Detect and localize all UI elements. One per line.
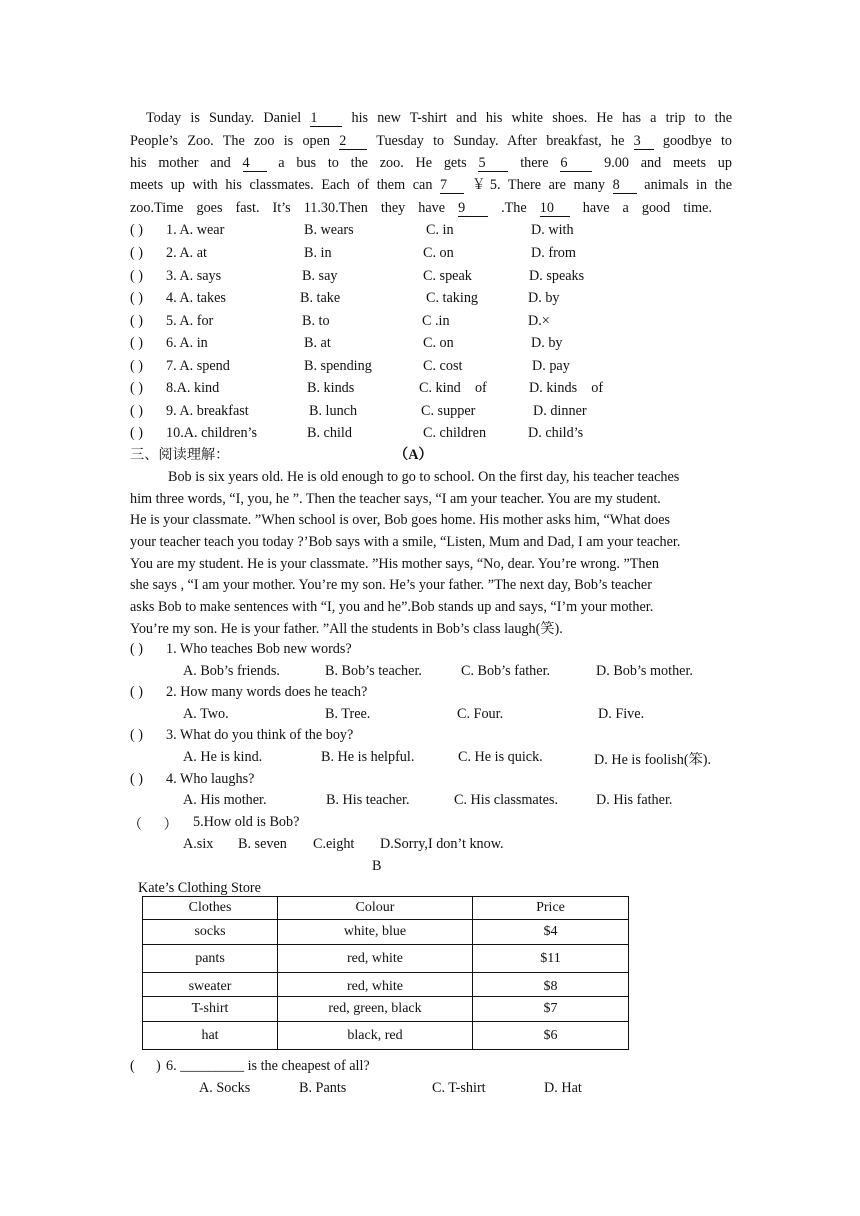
table-row: sweater red, white $8 — [143, 973, 629, 997]
table-row: pants red, white $11 — [143, 945, 629, 973]
store-title: Kate’s Clothing Store — [138, 880, 261, 896]
col-header-colour: Colour — [278, 897, 473, 920]
col-header-price: Price — [473, 897, 629, 920]
blank-8: 8 — [613, 178, 637, 194]
answer-paren[interactable]: ( ) — [130, 727, 143, 743]
answer-paren[interactable]: ( ) — [130, 358, 143, 374]
answer-paren[interactable]: ( ) — [130, 380, 143, 396]
section-title: 三、阅读理解： — [130, 447, 230, 463]
table-header-row — [143, 897, 629, 920]
blank-6: 6 — [560, 156, 592, 172]
part-a-label: （A） — [394, 447, 433, 463]
clothing-table — [142, 896, 629, 1050]
part-b-label: B — [372, 858, 382, 874]
blank-2: 2 — [339, 134, 367, 150]
cloze-line-5: zoo.Time goes fast. It’s 11.30.Then they have 9 .The 10 have a good time. — [130, 200, 713, 216]
answer-paren[interactable]: ( ) — [130, 245, 143, 261]
blank-3: 3 — [634, 134, 654, 150]
table-row: hat black, red $6 — [143, 1022, 629, 1050]
answer-paren[interactable]: ( ) — [130, 684, 143, 700]
blank-1: 1 — [310, 111, 342, 127]
answer-paren[interactable]: ( ) — [130, 290, 143, 306]
blank-10: 10 — [540, 201, 570, 217]
cloze-line-3: his mother and 4 a bus to the zoo. He gets 5 there 6 9.00 and meets up — [130, 155, 732, 171]
answer-paren[interactable]: （ ） — [128, 817, 178, 833]
answer-paren[interactable]: ( ) — [130, 641, 143, 657]
col-header-clothes: Clothes — [143, 897, 278, 920]
worksheet-page: Today is Sunday. Daniel 1 his new T-shirt and his white shoes. He has a trip to the People’s Zoo. The zoo is open 2 Tuesday to Sunday. After breakfast, he 3 goodbye to his mother and 4 a bus to the zoo. He gets 5 there 6 9.00 and meets up meets up with his classmates. Each of them can 7 ￥5. There are many 8 animals in the zoo.Time goes fast. It’s 11.30.Then they have 9 .The 10 have a good time. ( ) 1. A. wear B. wears C. in D. with ( ) 2. A. at B. in C. on D. from ( ) 3. A. says B. say C. speak D. speaks ( ) 4. A. takes B. take C. taking D. by ( ) 5. A. for B. to C .in D.× ( ) 6. A. in B. at C. on D. by ( ) 7. A. spend B. spending C. cost D. pay ( ) 8.A. kind B. kinds C. kind of D. kinds of ( ) 9. A. breakfast B. lunch C. supper D. dinner ( ) 10.A. children’s B. child C. children D. child’s 三、阅读理解： （A） Bob is six years old. He is old enough to go to school. On the first day, his teacher teaches him three words, “I, you, he ”. Then the teacher says, “I am your teacher. You are my student. He is your classmate. ”When school is over, Bob goes home. His mother asks him, “What does your teacher teach you today ?’Bob says with a smile, “Listen, Mum and Dad, I am your teacher. You are my student. He is your classmate. ”His mother says, “No, dear. You’re wrong. ”Then she says , “I am your mother. You’re my son. He’s your father. ”The next day, Bob’s teacher asks Bob to make sentences with “I, you and he”.Bob stands up and says, “I’m your mother. You’re my son. He is your father. ”All the students in Bob’s class laugh(笑). ( ) 1. Who teaches Bob new words? A. Bob’s friends. B. Bob’s teacher. C. Bob’s father. D. Bob’s mother. ( ) 2. How many words does he teach? A. Two. B. Tree. C. Four. D. Five. ( ) 3. What do you think of the boy? A. He is kind. B. He is helpful. C. He is quick. D. He is foolish(笨). ( ) 4. Who laughs? A. His mother. B. His teacher. C. His classmates. D. His father. （ ） 5.How old is Bob? A.six B. seven C.eight D.Sorry,I don’t know. B Kate’s Clothing Store Clothes Colour Price socks white, blue $4 pants red, white $11 sweater red, white $8 T-shirt red, green, black $7 hat black, red $6 ( ) 6. _________ is the cheapest of all? A. Socks B. Pants C. T-shirt D. Hat — [128, 110, 733, 1096]
blank-4: 4 — [243, 156, 267, 172]
blank-7: 7 — [440, 178, 464, 194]
cloze-line-1: Today is Sunday. Daniel 1 his new T-shirt and his white shoes. He has a trip to the — [146, 110, 732, 126]
answer-paren[interactable]: ( ) — [130, 268, 143, 284]
answer-paren[interactable]: ( ) — [130, 222, 143, 238]
cloze-line-4: meets up with his classmates. Each of them can 7 ￥5. There are many 8 animals in the — [130, 177, 733, 193]
answer-paren[interactable]: ( ) — [130, 1058, 161, 1074]
table-row: T-shirt red, green, black $7 — [143, 997, 629, 1022]
blank-5: 5 — [478, 156, 508, 172]
cloze-line-2: People’s Zoo. The zoo is open 2 Tuesday to Sunday. After breakfast, he 3 goodbye to — [130, 133, 732, 149]
answer-paren[interactable]: ( ) — [130, 425, 143, 441]
blank-9: 9 — [458, 201, 488, 217]
answer-paren[interactable]: ( ) — [130, 771, 143, 787]
answer-paren[interactable]: ( ) — [130, 335, 143, 351]
answer-paren[interactable]: ( ) — [130, 313, 143, 329]
table-row: socks white, blue $4 — [143, 920, 629, 945]
answer-paren[interactable]: ( ) — [130, 403, 143, 419]
